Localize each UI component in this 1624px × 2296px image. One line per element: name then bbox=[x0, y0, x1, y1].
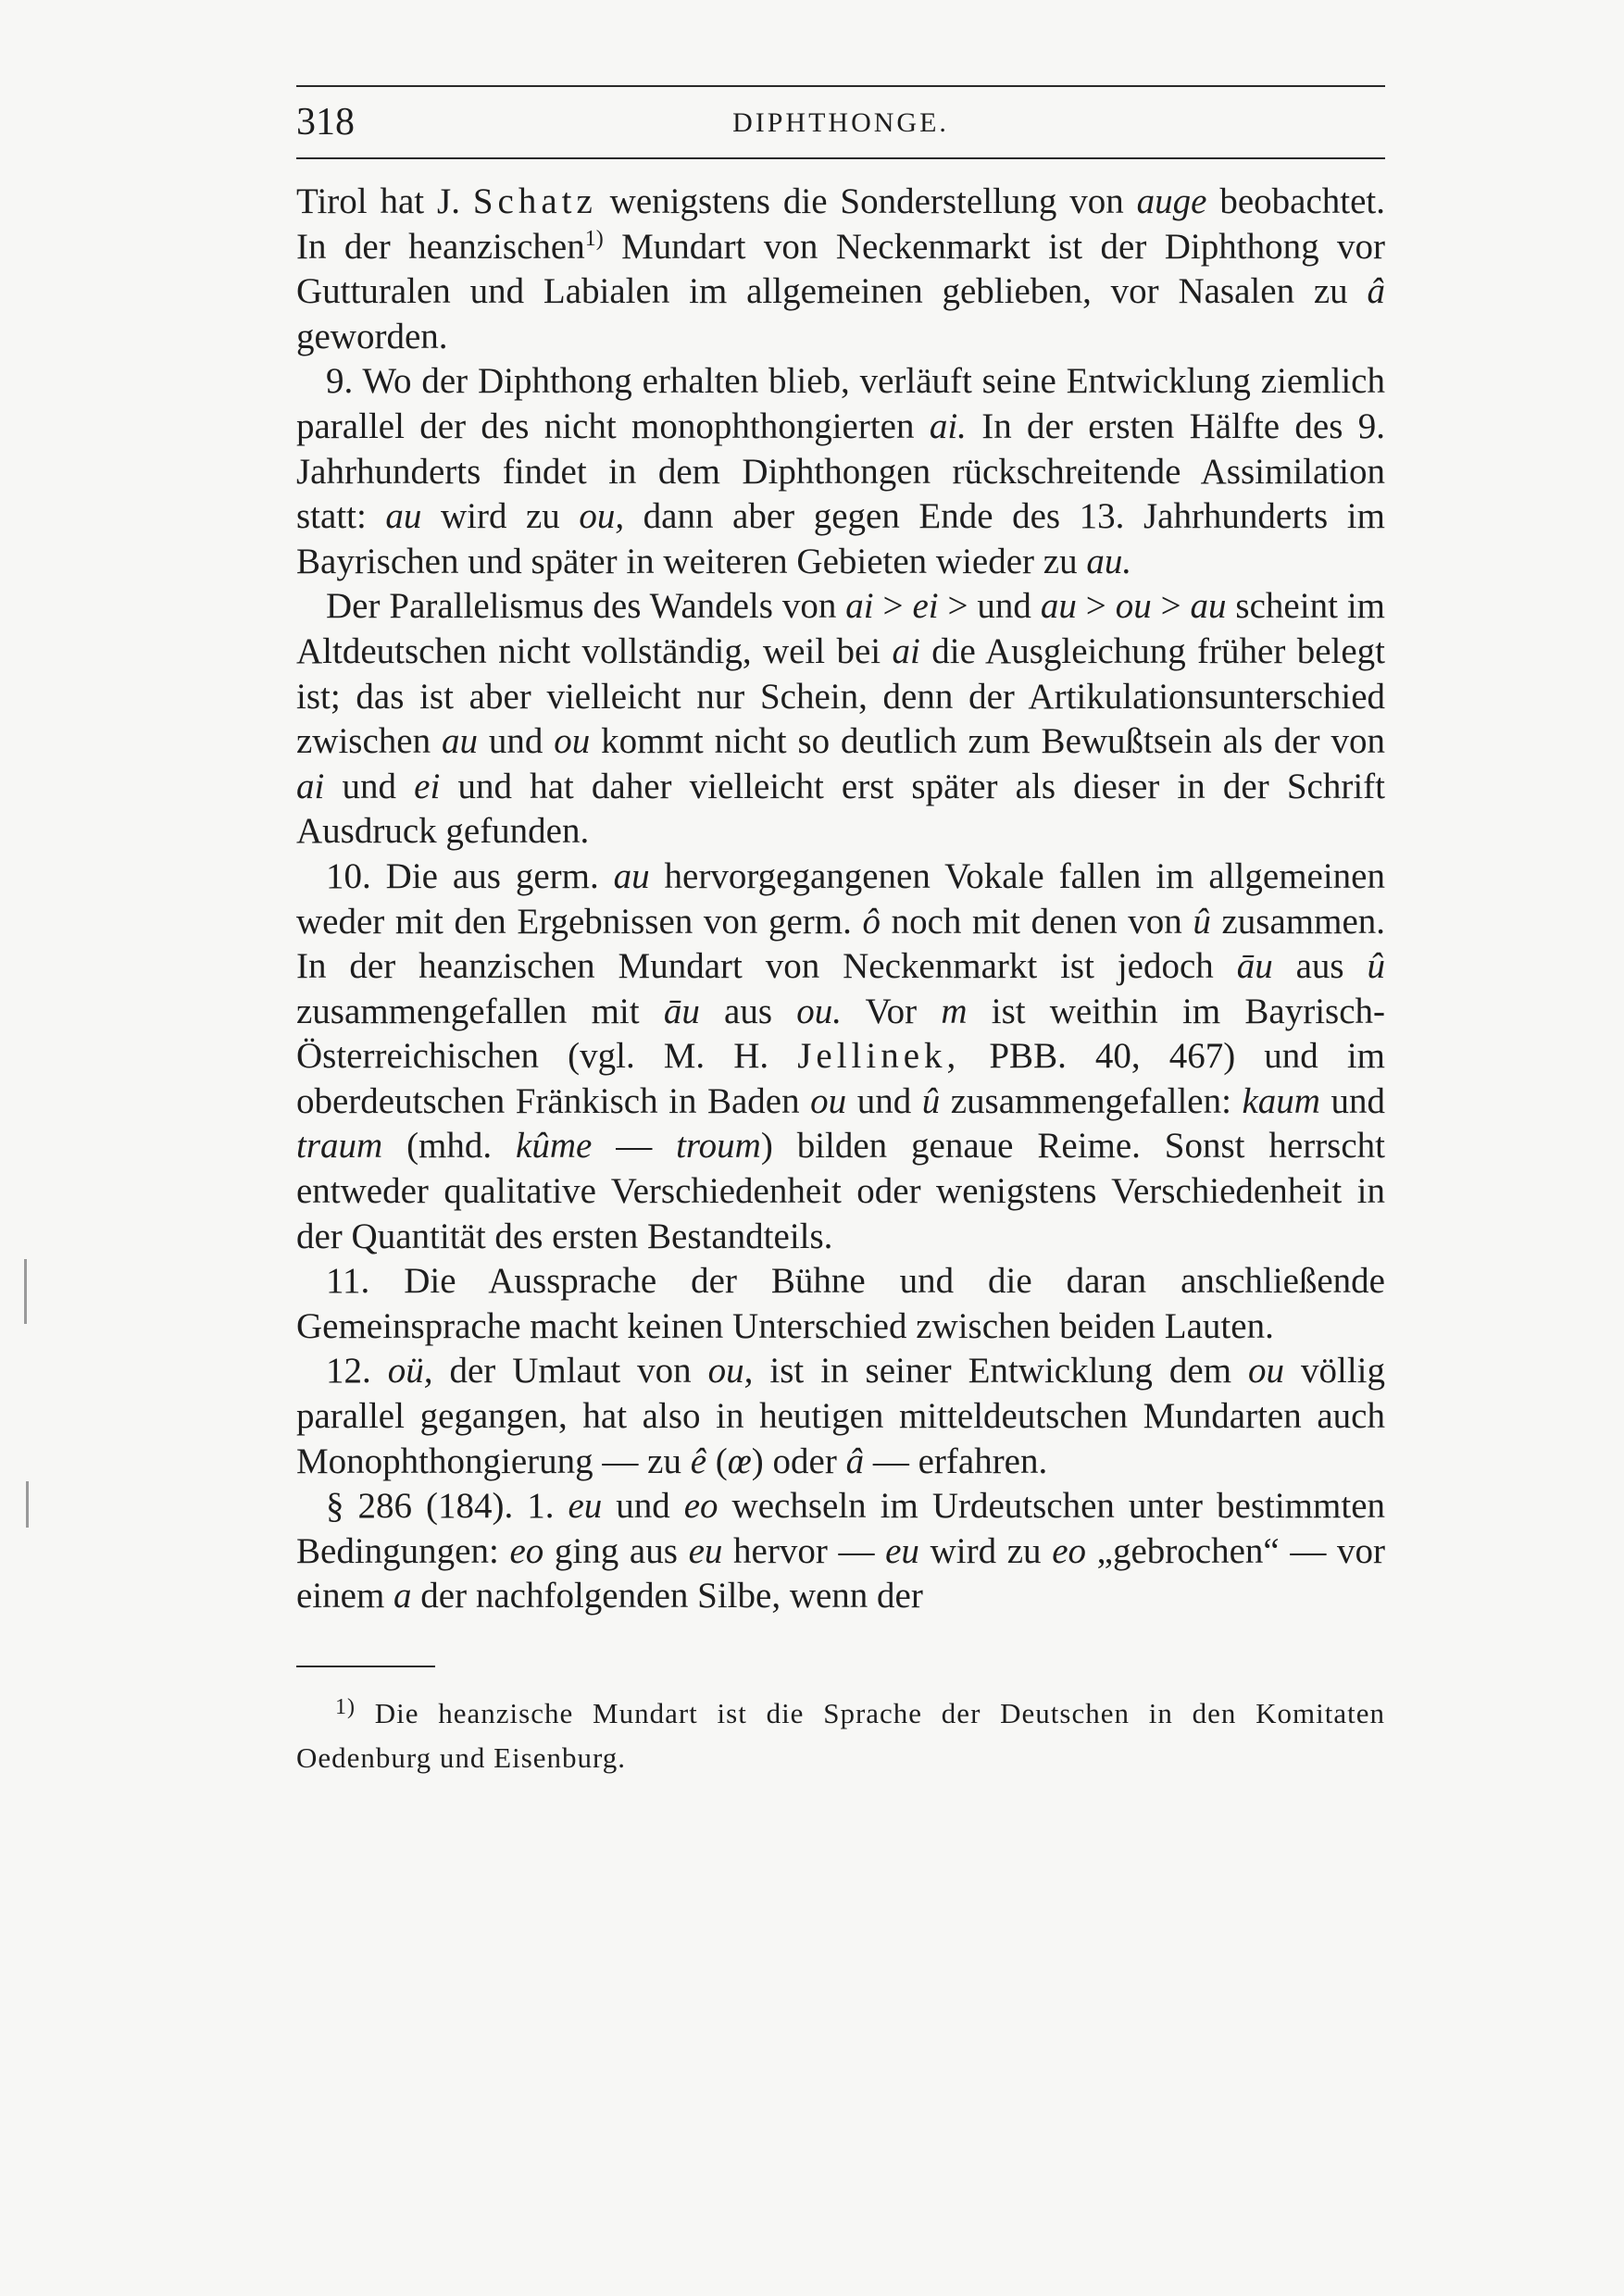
footnote-text: Die heanzische Mundart ist die Sprache der Deutschen in den Komitaten Oedenburg und Eisenburg. bbox=[296, 1697, 1385, 1774]
paragraph: 9. Wo der Diphthong erhalten blieb, verläuft seine Entwicklung ziemlich parallel der des nicht monophthongierten ai. In der ersten Hälfte des 9. Jahrhunderts findet in dem Diphthongen rückschreitende Assimilation statt: au wird zu ou, dann aber gegen Ende des 13. Jahrhunderts im Bayrischen und später in weiteren Gebieten wieder zu au. bbox=[296, 361, 1385, 581]
paragraph: Der Parallelismus des Wandels von ai > ei > und au > ou > au scheint im Altdeutschen nicht vollständig, weil bei ai die Ausgleichung früher belegt ist; das ist aber vielleicht nur Schein, denn der Artikulationsunterschied zwischen au und ou kommt nicht so deutlich zum Bewußtsein als der von ai und ei und hat daher vielleicht erst später als dieser in der Schrift Ausdruck gefunden. bbox=[296, 586, 1386, 852]
paragraph: 12. oü, der Umlaut von ou, ist in seiner Entwicklung dem ou völlig parallel gegangen, hat also in heutigen mitteldeutschen Mundarten auch Monophthongierung — zu ê (œ) oder â — erfahren. bbox=[296, 1351, 1386, 1481]
margin-scan-mark bbox=[26, 1481, 29, 1528]
running-title: DIPHTHONGE. bbox=[732, 107, 949, 138]
header-top-rule bbox=[296, 85, 1385, 87]
page-number: 318 bbox=[296, 101, 355, 144]
footnote bbox=[296, 1691, 1385, 1780]
book-page bbox=[296, 85, 1385, 1780]
footnote-rule bbox=[296, 1666, 435, 1667]
footnote-reference: 1) bbox=[584, 226, 604, 251]
paragraph: § 286 (184). 1. eu und eo wechseln im Urdeutschen unter bestimmten Bedingungen: eo ging aus eu hervor — eu wird zu eo „gebrochen“ — vor einem a der nachfolgenden Silbe, wenn der bbox=[296, 1486, 1386, 1616]
body-text bbox=[296, 180, 1385, 1619]
paragraph: 11. Die Aussprache der Bühne und die daran anschließende Gemeinsprache macht keinen Unterschied zwischen beiden Lauten. bbox=[296, 1261, 1385, 1346]
footnote-mark: 1) bbox=[335, 1695, 356, 1719]
paragraph: Tirol hat J. Schatz wenigstens die Sonderstellung von auge beobachtet. In der heanzischen$^{1)}$ Mundart von Neckenmarkt ist der Diphthong vor Gutturalen und Labialen im allgemeinen geblieben, vor Nasalen zu â geworden. bbox=[296, 181, 1385, 356]
margin-scan-mark bbox=[24, 1259, 27, 1324]
header-bottom-rule bbox=[296, 157, 1385, 159]
running-header bbox=[296, 96, 1385, 148]
paragraph: 10. Die aus germ. au hervorgegangenen Vokale fallen im allgemeinen weder mit den Ergebnissen von germ. ô noch mit denen von û zusammen. In der heanzischen Mundart von Neckenmarkt ist jedoch āu aus û zusammengefallen mit āu aus ou. Vor m ist weithin im Bayrisch-Österreichischen (vgl. M. H. Jellinek, PBB. 40, 467) und im oberdeutschen Fränkisch in Baden ou und û zusammengefallen: kaum und traum (mhd. kûme — troum) bilden genaue Reime. Sonst herrscht entweder qualitative Verschiedenheit oder wenigstens Verschiedenheit in der Quantität des ersten Bestandteils. bbox=[296, 855, 1386, 1256]
